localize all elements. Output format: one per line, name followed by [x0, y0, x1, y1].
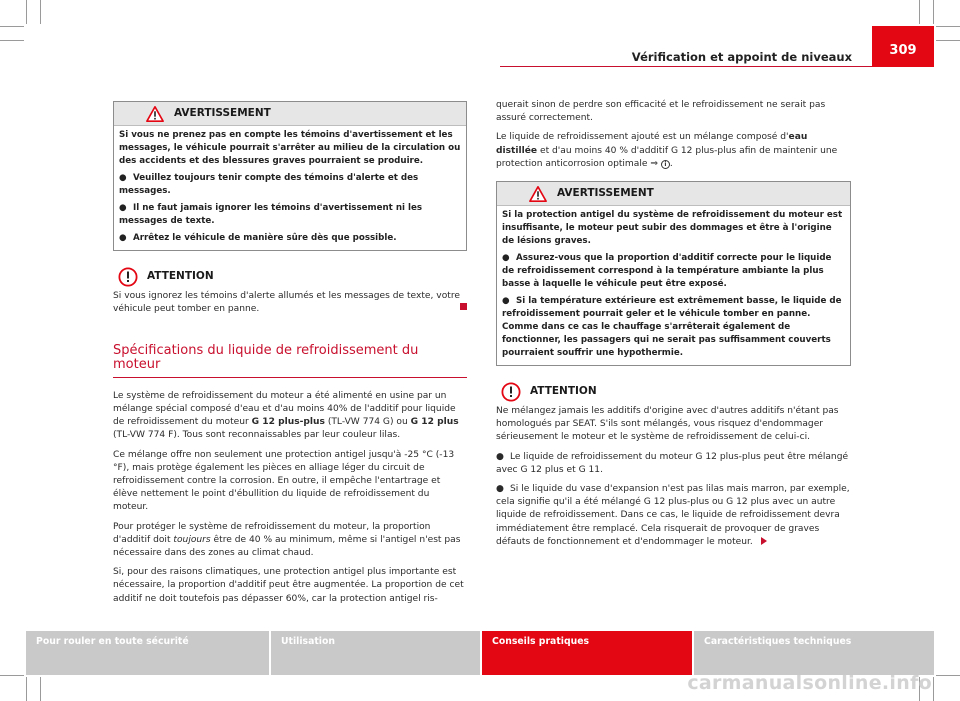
attention-exclamation-icon	[118, 267, 138, 287]
attention-text: Si vous ignorez les témoins d'alerte allumés et les messages de texte, votre véhicule peut tomber en panne.	[113, 291, 460, 315]
paragraph: Le liquide de refroidissement ajouté est un mélange composé d'eau distillée et d'au moins 40 % d'additif G 12 plus-plus afin de maintenir une protection anticorrosion optimale ⇒ i .	[496, 132, 838, 169]
crop-mark	[40, 0, 41, 24]
attention-header	[113, 267, 467, 287]
crop-mark	[919, 0, 920, 24]
crop-mark	[40, 677, 41, 701]
warning-box-left	[113, 101, 467, 251]
paragraph: querait sinon de perdre son efficacité et le refroidissement ne serait pas assuré correctement.	[496, 100, 826, 124]
crop-mark	[0, 675, 24, 676]
section-title: Spécifications du liquide de refroidissement du moteur	[113, 344, 467, 377]
header-rule	[500, 66, 872, 67]
info-circle-icon[interactable]: i	[661, 160, 670, 169]
crop-mark	[26, 677, 27, 701]
attention-block-right	[496, 382, 851, 549]
crop-mark	[26, 0, 27, 24]
warning-header	[497, 182, 850, 206]
continue-arrow-icon	[761, 537, 767, 545]
attention-title: ATTENTION	[530, 385, 597, 398]
left-column	[113, 101, 467, 612]
paragraph: Le système de refroidissement du moteur a été alimenté en usine par un mélange spécial composé d'eau et d'au moins 40% de l'additif pour liquide de refroidissement du moteur G 12 plus-plus (TL-VW 774 G) ou G 12 plus (TL-VW 774 F). Tous sont reconnaissables par leur couleur lilas.	[113, 390, 459, 441]
running-header-title: Vérification et appoint de niveaux	[631, 50, 852, 64]
warning-item: ● Veuillez toujours tenir compte des témoins d'alerte et des messages.	[119, 173, 419, 196]
attention-header	[496, 382, 851, 402]
warning-item: ● Assurez-vous que la proportion d'additif correcte pour le liquide de refroidissement correspond à la température ambiante la plus basse à laquelle le véhicule peut être exposé.	[502, 253, 832, 290]
watermark: carmanualsonline.info	[687, 672, 932, 694]
crop-mark	[933, 677, 934, 701]
crop-mark	[936, 40, 960, 41]
crop-mark	[933, 0, 934, 24]
attention-intro: Ne mélangez jamais les additifs d'origine avec d'autres additifs n'étant pas homologués par SEAT. S'ils sont mélangés, vous risquez d'endommager sérieusement le moteur et le système de refroidissement de celui-ci.	[496, 406, 839, 443]
warning-triangle-icon	[529, 185, 547, 203]
attention-item: ● Si le liquide du vase d'expansion n'est pas lilas mais marron, par exemple, cela signifie qu'il a été mélangé G 12 plus-plus ou G 12 plus avec un autre liquide de refroidissement. Dans ce cas, le liquide de refroidissement devra immédiatement être remplacé. Cela risquerait de provoquer de graves défauts de fonctionnement et d'endommager le moteur.	[496, 484, 850, 547]
warning-intro: Si la protection antigel du système de refroidissement du moteur est insuffisante, le moteur peut subir des dommages et être à l'origine de lésions graves.	[502, 210, 843, 247]
warning-box-right	[496, 181, 851, 366]
attention-item: ● Le liquide de refroidissement du moteur G 12 plus-plus peut être mélangé avec G 12 plus et G 11.	[496, 451, 849, 475]
attention-exclamation-icon	[501, 382, 521, 402]
page-number: 309	[872, 26, 934, 67]
warning-title: AVERTISSEMENT	[174, 106, 271, 119]
paragraph: Si, pour des raisons climatiques, une protection antigel plus importante est nécessaire, la proportion d'additif peut être augmentée. La proportion de cet additif ne doit toutefois pas dépasser 60%, car la protection antigel ris-	[113, 567, 464, 604]
crop-mark	[936, 26, 960, 27]
warning-item: ● Si la température extérieure est extrêmement basse, le liquide de refroidissement pourrait geler et le véhicule tomber en panne. Comme dans ce cas le chauffage s'arrêterait également de fonctionner, les passagers qui ne serait pas suffisamment couverts pourraient souffrir une hypothermie.	[502, 296, 842, 359]
footer-tab-technical-data[interactable]: Caractéristiques techniques	[694, 631, 934, 675]
warning-intro: Si vous ne prenez pas en compte les témoins d'avertissement et les messages, le véhicule pourrait s'arrêter au milieu de la circulation ou des accidents et des blessures graves pourraient se produire.	[119, 130, 461, 166]
end-of-section-icon	[460, 303, 467, 310]
warning-item: ● Arrêtez le véhicule de manière sûre dès que possible.	[119, 233, 397, 243]
right-column	[496, 99, 851, 555]
paragraph: Pour protéger le système de refroidissement du moteur, la proportion d'additif doit toujours être de 40 % au minimum, même si l'antigel n'est pas nécessaire dans des zones au climat chaud.	[113, 521, 461, 559]
footer-tab-operation[interactable]: Utilisation	[271, 631, 480, 675]
paragraph: Ce mélange offre non seulement une protection antigel jusqu'à -25 °C (-13 °F), mais protège également les pièces en alliage léger du circuit de refroidissement contre la corrosion. En outre, il empêche l'entartrage et élève nettement le point d'ébullition du liquide de refroidissement du moteur.	[113, 449, 455, 513]
attention-block-left	[113, 267, 467, 316]
crop-mark	[0, 26, 24, 27]
crop-mark	[936, 675, 960, 676]
warning-triangle-icon	[146, 105, 164, 123]
footer-tab-safety[interactable]: Pour rouler en toute sécurité	[26, 631, 269, 675]
warning-item: ● Il ne faut jamais ignorer les témoins d'avertissement ni les messages de texte.	[119, 203, 423, 226]
crop-mark	[0, 40, 24, 41]
warning-body	[114, 126, 466, 250]
warning-header	[114, 102, 466, 126]
warning-body	[497, 206, 850, 365]
warning-title: AVERTISSEMENT	[557, 186, 654, 199]
footer-tab-practical-tips[interactable]: Conseils pratiques	[482, 631, 692, 675]
attention-title: ATTENTION	[147, 270, 214, 283]
